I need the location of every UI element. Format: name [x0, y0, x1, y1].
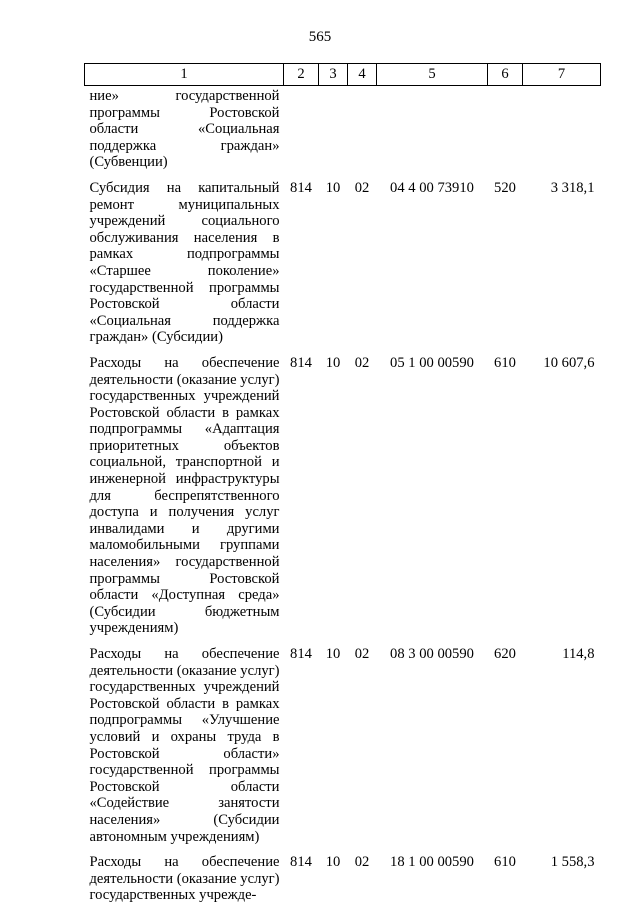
- page-number: 565: [308, 29, 332, 45]
- row-kind: 620: [494, 646, 516, 662]
- budget-table: [84, 63, 601, 913]
- table-row: [85, 86, 601, 180]
- column-header-target: 5: [377, 64, 488, 86]
- table-row: [85, 646, 601, 854]
- row-section: 10: [325, 854, 341, 871]
- row-kind: [488, 86, 523, 180]
- row-code: 814: [290, 354, 312, 371]
- column-header-section: 3: [319, 64, 348, 86]
- row-section: 10: [325, 179, 341, 196]
- row-target: 18 1 00 00590: [390, 854, 474, 871]
- row-target: 05 1 00 00590: [390, 354, 474, 371]
- row-code: [284, 86, 319, 180]
- row-subsection: 02: [354, 854, 370, 871]
- row-section: 10: [325, 354, 341, 371]
- column-header-amount: 7: [523, 64, 601, 86]
- row-subsection: 02: [354, 354, 370, 371]
- row-target: 08 3 00 00590: [390, 646, 474, 662]
- header-row: [85, 64, 601, 86]
- row-subsection: 02: [354, 646, 370, 662]
- table-row: [85, 355, 601, 646]
- table-row: [85, 180, 601, 355]
- column-header-subsection: 4: [348, 64, 377, 86]
- column-header-kind: 6: [488, 64, 523, 86]
- row-target: 04 4 00 73910: [390, 179, 474, 196]
- table-header: [85, 64, 601, 86]
- row-code: 814: [290, 179, 312, 196]
- row-amount: 114,8: [562, 646, 595, 662]
- row-amount: 3 318,1: [550, 179, 595, 196]
- row-kind: 610: [494, 854, 516, 871]
- table-row: [85, 854, 601, 913]
- row-section: 10: [325, 646, 341, 662]
- row-subsection: [348, 86, 377, 180]
- row-name: Расходы на обеспечение деятельности (оказание услуг) государственных учрежде-: [89, 854, 280, 904]
- row-kind: 610: [494, 354, 516, 371]
- column-header-name: 1: [85, 64, 284, 86]
- row-amount: 10 607,6: [543, 354, 595, 371]
- row-name: Субсидия на капитальный ремонт муниципальных учреждений социального обслуживания населения в рамках подпрограммы «Старшее поколение» государственной программы Ростовской области «Социальная поддержка граждан» (Субсидии): [89, 179, 280, 346]
- table-body: [85, 86, 601, 913]
- row-name: Расходы на обеспечение деятельности (оказание услуг) государственных учреждений Ростовской области в рамках подпрограммы «Улучшение условий и охраны труда в Ростовской области» государственной программы Ростовской области «Содействие занятости населения» (Субсидии автономным учреждениям): [89, 646, 280, 845]
- row-kind: 520: [494, 179, 516, 196]
- row-amount: 1 558,3: [550, 854, 595, 871]
- row-section: [319, 86, 348, 180]
- row-name: ние» государственной программы Ростовской области «Социальная поддержка граждан» (Субвенции): [89, 88, 280, 171]
- row-code: 814: [290, 646, 312, 662]
- row-amount: [523, 86, 601, 180]
- row-code: 814: [290, 854, 312, 871]
- column-header-code: 2: [284, 64, 319, 86]
- row-subsection: 02: [354, 179, 370, 196]
- row-name: Расходы на обеспечение деятельности (оказание услуг) государственных учреждений Ростовской области в рамках подпрограммы «Адаптация приоритетных объектов социальной, транспортной и инженерной инфраструктуры для беспрепятственного доступа и получения услуг инвалидами и другими маломобильными группами населения» государственной программы Ростовской области «Доступная среда» (Субсидии бюджетным учреждениям): [89, 354, 280, 637]
- row-target: [377, 86, 488, 180]
